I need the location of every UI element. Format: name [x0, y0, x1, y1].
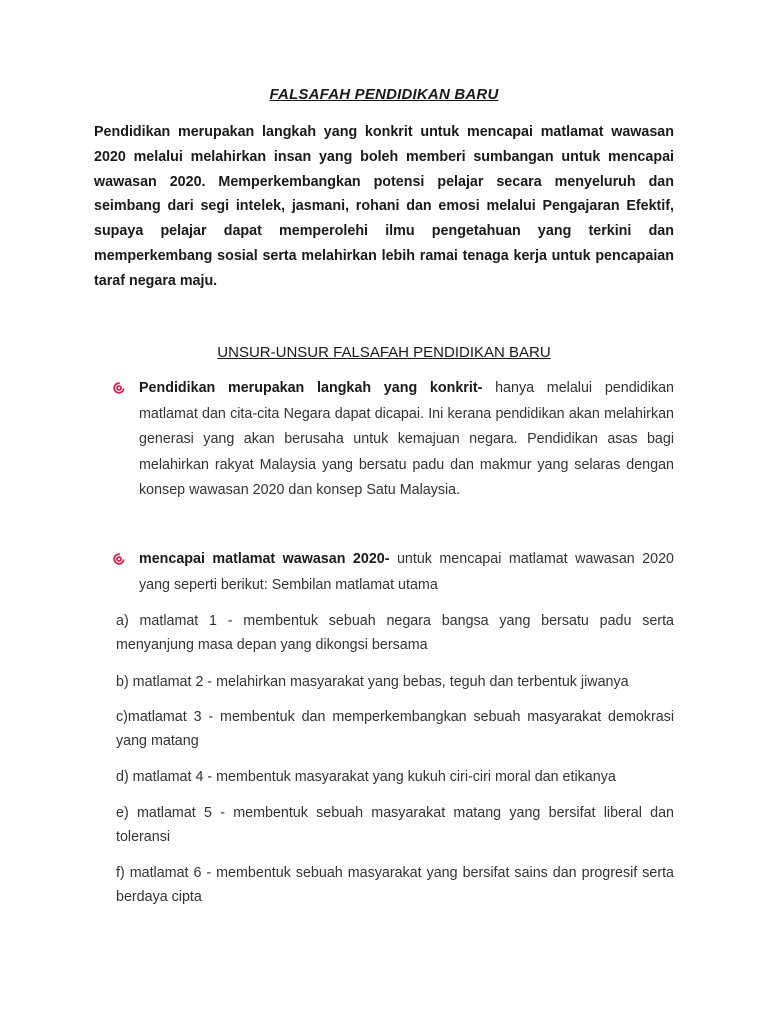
goal-item: e) matlamat 5 - membentuk sebuah masyarakat matang yang bersifat liberal dan toleransi	[116, 805, 674, 845]
section-title: UNSUR-UNSUR FALSAFAH PENDIDIKAN BARU	[217, 344, 551, 361]
swirl-bullet-icon	[112, 381, 126, 395]
bullet-text	[139, 376, 674, 504]
bullet-body: untuk mencapai matlamat wawasan 2020 yang seperti berikut: Sembilan matlamat utama	[139, 551, 674, 593]
goal-item: f) matlamat 6 - membentuk sebuah masyarakat yang bersifat sains dan progresif serta berdaya cipta	[116, 865, 674, 905]
goal-item: b) matlamat 2 - melahirkan masyarakat yang bebas, teguh dan terbentuk jiwanya	[116, 674, 629, 690]
bullet-item	[112, 376, 674, 504]
bullet-item	[112, 547, 674, 598]
goal-item: d) matlamat 4 - membentuk masyarakat yang kukuh ciri-ciri moral dan etikanya	[116, 769, 616, 785]
bullet-heading: Pendidikan merupakan langkah yang konkrit-	[139, 380, 483, 396]
bullet-body: hanya melalui pendidikan matlamat dan cita-cita Negara dapat dicapai. Ini kerana pendidikan akan melahirkan generasi yang akan berusaha untuk kemajuan negara. Pendidikan asas bagi melahirkan rakyat Malaysia yang bersatu padu dan makmur yang selaras dengan konsep wawasan 2020 dan konsep Satu Malaysia.	[139, 380, 674, 498]
swirl-bullet-icon	[112, 552, 126, 566]
intro-paragraph: Pendidikan merupakan langkah yang konkrit untuk mencapai matlamat wawasan 2020 melalui melahirkan insan yang boleh memberi sumbangan untuk mencapai wawasan 2020. Memperkembangkan potensi pelajar secara menyeluruh dan seimbang dari segi intelek, jasmani, rohani dan emosi melalui Pengajaran Efektif, supaya pelajar dapat memperolehi ilmu pengetahuan yang terkini dan memperkembang sosial serta melahirkan lebih ramai tenaga kerja untuk pencapaian taraf negara maju.	[94, 124, 674, 289]
bullet-text	[139, 547, 674, 598]
bullet-heading: mencapai matlamat wawasan 2020-	[139, 551, 390, 567]
goal-item: a) matlamat 1 - membentuk sebuah negara bangsa yang bersatu padu serta menyanjung masa depan yang dikongsi bersama	[116, 613, 674, 653]
goal-item: c)matlamat 3 - membentuk dan memperkembangkan sebuah masyarakat demokrasi yang matang	[116, 709, 674, 749]
page-title: FALSAFAH PENDIDIKAN BARU	[269, 86, 499, 103]
